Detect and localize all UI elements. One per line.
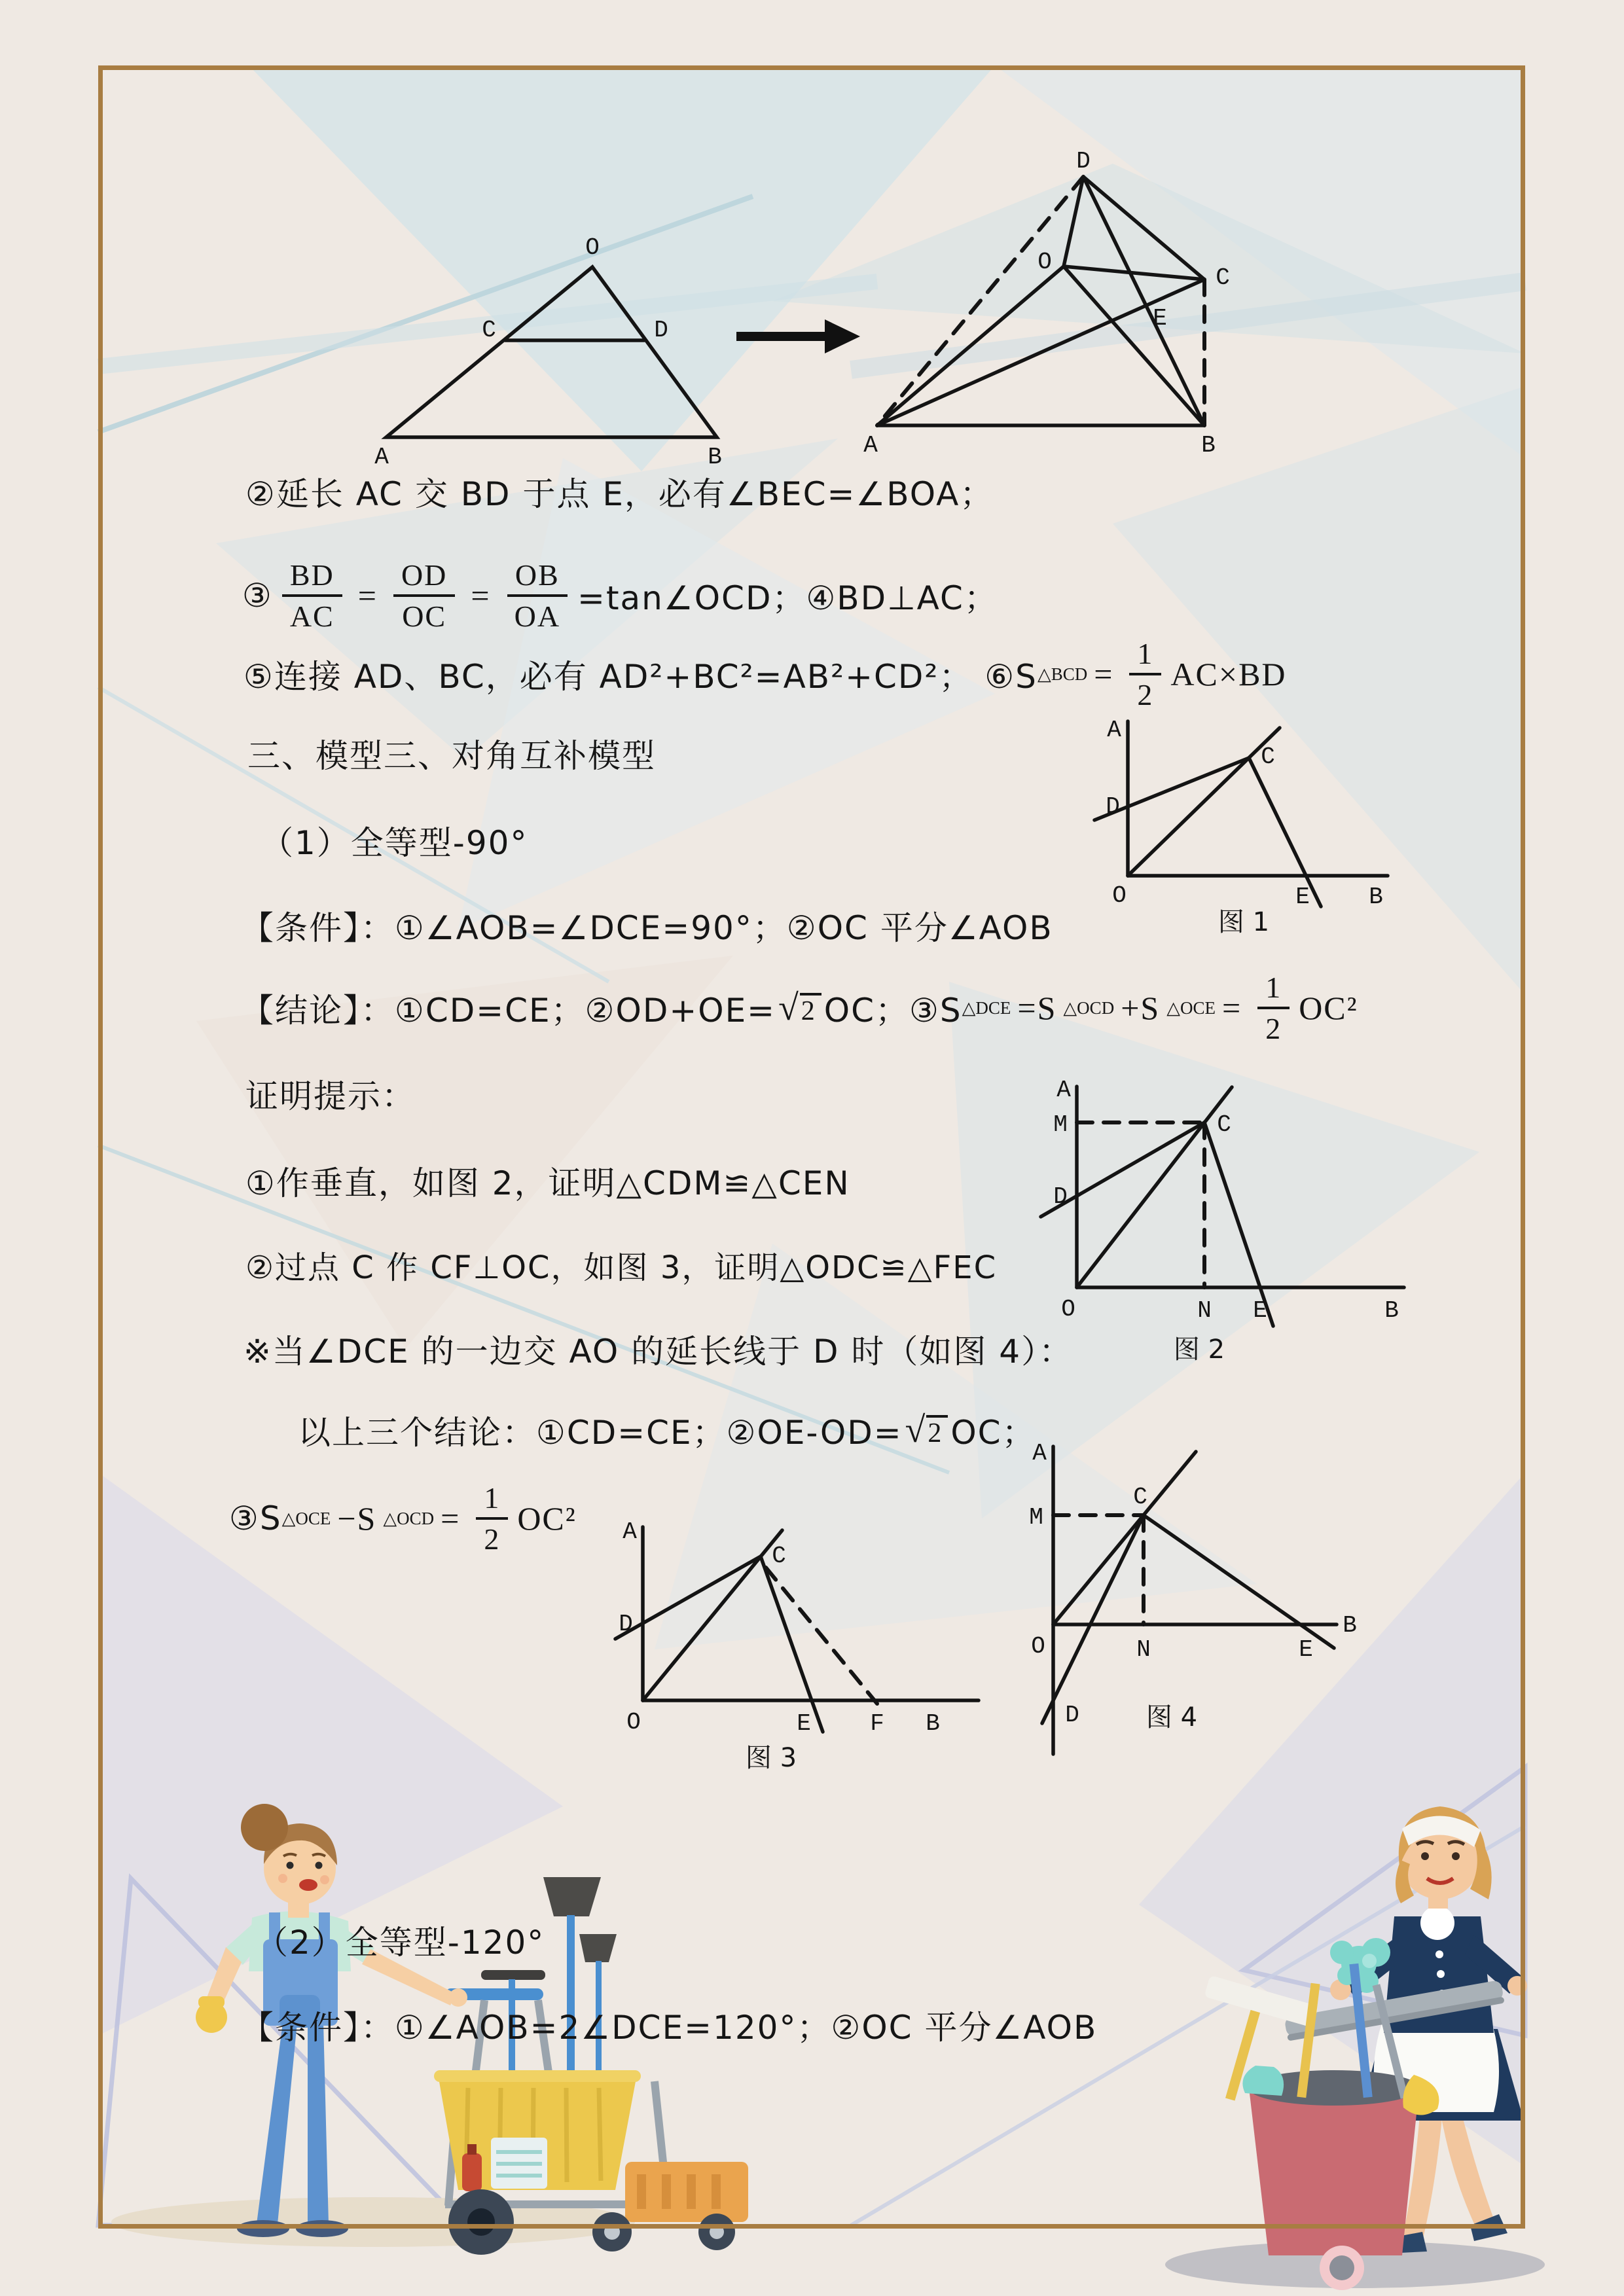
svg-text:B: B [1384, 1297, 1399, 1324]
svg-text:D: D [619, 1611, 633, 1638]
label-D: D [1076, 151, 1091, 175]
label-C: C [1216, 264, 1230, 291]
figure-2-caption: 图 2 [1173, 1335, 1225, 1365]
svg-text:B: B [1369, 884, 1383, 910]
svg-text:D: D [1065, 1702, 1079, 1729]
svg-text:O: O [1031, 1633, 1045, 1660]
formula-row-3: ③ $\frac{BD}{AC}$ = $\frac{OD}{OC}$ = $\frac{OB}{OA}$ =tan∠OCD；④BD⊥AC； [242, 537, 998, 655]
subsection-2-title: （2）全等型-120° [255, 1924, 545, 1962]
rubber-glove-icon [1242, 2066, 1284, 2096]
svg-text:M: M [1053, 1111, 1068, 1138]
svg-text:C: C [1133, 1484, 1147, 1511]
scrub-brush-icon [1204, 1975, 1318, 2028]
svg-text:E: E [1253, 1297, 1267, 1324]
fraction-half: $\frac{1}{2}$ [476, 1480, 508, 1557]
figure-2 [1028, 1060, 1440, 1368]
svg-text:N: N [1197, 1297, 1212, 1324]
item-3-prefix: ③ [242, 577, 273, 615]
label-B: B [1201, 432, 1216, 459]
fraction-bd-ac: $\frac{BD}{AC}$ [282, 557, 342, 634]
cleaning-bin [1249, 2088, 1419, 2255]
label-A: A [374, 444, 389, 471]
small-broom-icon [579, 1934, 617, 1962]
maid-with-bin-illustration [1139, 1767, 1558, 2296]
svg-text:A: A [1032, 1440, 1047, 1467]
label-O: O [585, 234, 600, 261]
formula-row-5: ⑤连接 AD、BC，必有 AD²+BC²=AB²+CD²； ⑥S △BCD = $\frac{1}{2}$ AC×BD [244, 625, 1287, 723]
svg-text:B: B [926, 1710, 940, 1737]
svg-text:E: E [1295, 884, 1310, 910]
statement-6-tail: AC×BD [1170, 656, 1287, 692]
section-heading: 三、模型三、对角互补模型 [247, 737, 656, 775]
svg-text:C: C [1217, 1111, 1231, 1138]
figure-3 [602, 1502, 1054, 1784]
svg-text:N: N [1136, 1636, 1151, 1663]
figure-3-caption: 图 3 [745, 1743, 797, 1773]
svg-text:F: F [870, 1710, 884, 1737]
statement-2: ②延长 AC 交 BD 于点 E，必有∠BEC=∠BOA； [245, 475, 994, 513]
figure-4 [1015, 1430, 1492, 1810]
fraction-half: $\frac{1}{2}$ [1257, 969, 1290, 1047]
statement-3-tail: =tan∠OCD；④BD⊥AC； [577, 579, 998, 617]
svg-text:O: O [1112, 882, 1127, 909]
label-A: A [863, 432, 878, 459]
above-three-conclusions: 以上三个结论：①CD=CE；②OE-OD= √ 2 OC； [298, 1410, 1036, 1452]
condition-2: 【条件】：①∠AOB=2∠DCE=120°；②OC 平分∠AOB [241, 2009, 1098, 2047]
svg-text:O: O [1061, 1296, 1075, 1323]
svg-text:E: E [797, 1710, 811, 1737]
svg-text:E: E [1299, 1636, 1313, 1663]
proof-hint-title: 证明提示： [245, 1077, 416, 1115]
sub-bcd: △BCD [1037, 664, 1088, 684]
formula-row-s3: ③S △OCE −S △OCD = $\frac{1}{2}$ OC² [229, 1463, 577, 1574]
label-E: E [1153, 305, 1167, 332]
sqrt-2: √ 2 [905, 1412, 948, 1448]
subsection-1-title: （1）全等型-90° [261, 824, 528, 862]
svg-text:D: D [1106, 793, 1120, 820]
svg-text:B: B [1343, 1612, 1357, 1639]
svg-text:C: C [772, 1543, 786, 1570]
figure-1 [1080, 707, 1420, 936]
fraction-ob-oa: $\frac{OB}{OA}$ [507, 557, 568, 634]
fraction-od-oc: $\frac{OD}{OC}$ [393, 557, 455, 634]
conclusion-tail: OC² [1299, 990, 1358, 1026]
proof-hint-1: ①作垂直，如图 2，证明△CDM≌△CEN [245, 1164, 850, 1202]
label-D: D [654, 317, 668, 344]
conclusion-lead: 【结论】：①CD=CE；②OD+OE= [241, 992, 776, 1030]
svg-text:A: A [623, 1518, 637, 1545]
statement-5: ⑤连接 AD、BC，必有 AD²+BC²=AB²+CD²； ⑥S [244, 658, 1038, 696]
figure-rotated-model [851, 151, 1348, 465]
note-extension-case: ※当∠DCE 的一边交 AO 的延长线于 D 时（如图 4）： [244, 1333, 1074, 1371]
condition-1: 【条件】：①∠AOB=∠DCE=90°；②OC 平分∠AOB [241, 909, 1053, 947]
svg-text:O: O [626, 1709, 641, 1736]
spray-bottle-icon [462, 2153, 482, 2191]
sqrt-2: √ 2 [778, 990, 821, 1026]
fraction-half: $\frac{1}{2}$ [1129, 636, 1161, 713]
right-arrow-icon [736, 319, 860, 353]
hair-bun [241, 1804, 288, 1851]
label-C: C [482, 317, 496, 344]
conclusion-mid: OC；③S [823, 992, 962, 1030]
svg-text:M: M [1029, 1504, 1043, 1531]
figure-1-caption: 图 1 [1218, 907, 1270, 936]
proof-hint-2: ②过点 C 作 CF⊥OC，如图 3，证明△ODC≌△FEC [245, 1249, 998, 1286]
glove [196, 2001, 227, 2033]
svg-text:A: A [1107, 717, 1121, 744]
svg-text:A: A [1056, 1077, 1071, 1103]
label-O: O [1038, 249, 1052, 276]
broom-icon [543, 1877, 601, 1916]
conclusion-row: 【结论】：①CD=CE；②OD+OE= √ 2 OC；③S △DCE =S △OCD +S △OCE = $\frac{1}{2}$ OC² [241, 952, 1358, 1064]
svg-text:D: D [1053, 1183, 1068, 1210]
figure-triangle-model [288, 196, 877, 491]
figure-4-caption: 图 4 [1146, 1702, 1198, 1732]
label-B: B [708, 444, 722, 471]
svg-text:C: C [1261, 744, 1275, 770]
